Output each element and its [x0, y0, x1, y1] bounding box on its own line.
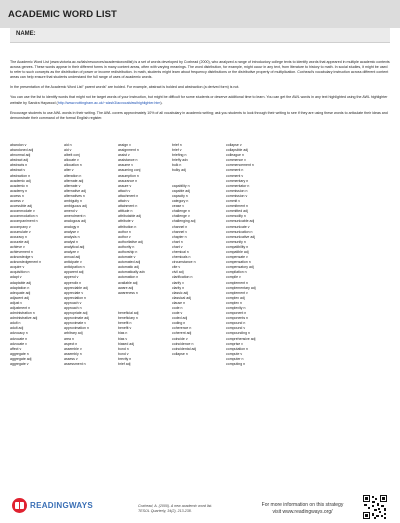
word-entry: commission n: [226, 188, 248, 193]
word-entry: adapt v: [10, 275, 22, 280]
word-entry: approach v: [64, 300, 82, 305]
qr-code-graphic: [362, 494, 388, 520]
awl-highlighter-link[interactable]: http://www.nottingham.ac.uk/~alzsh3/acvocab/awlhighlighter.htm: [57, 100, 161, 105]
word-entry: component n: [226, 311, 247, 316]
word-entry: complement v: [226, 290, 248, 295]
word-entry: computer n: [226, 356, 244, 361]
word-entry: community n: [226, 239, 246, 244]
word-entry: clarity n: [172, 285, 185, 290]
word-entry: assume v: [118, 163, 133, 168]
word-entry: adequate adj: [10, 290, 31, 295]
word-entry: abandon v: [10, 143, 27, 147]
word-entry: albeit conj: [64, 153, 80, 158]
word-entry: assumption n: [118, 173, 139, 178]
word-entry: attribute v: [118, 219, 134, 224]
word-entry: clause n: [172, 300, 186, 305]
word-entry: assist v: [118, 153, 130, 158]
word-entry: commission v: [226, 193, 248, 198]
word-entry: accessible adj: [10, 204, 32, 209]
word-entry: beneficial adj: [118, 311, 139, 316]
word-entry: authoritative adj: [118, 239, 143, 244]
word-entry: code n: [172, 306, 183, 310]
word-entry: assign v: [118, 143, 131, 147]
word-entry: adult n: [10, 321, 21, 326]
word-entry: abstract v: [10, 168, 26, 173]
word-entry: brief v: [172, 148, 182, 153]
word-entry: allocate v: [64, 158, 79, 163]
qr-code-icon: [362, 494, 388, 520]
intro-paragraph-3: [10, 95, 390, 105]
word-entry: aid n: [64, 143, 72, 147]
word-entry: challenge v: [172, 214, 190, 219]
word-entry: analyst n: [64, 239, 79, 244]
word-entry: accommodation n: [10, 214, 38, 219]
word-entry: collapsible adj: [226, 148, 248, 153]
word-entry: commence v: [226, 158, 246, 163]
word-entry: communicative adj: [226, 234, 255, 239]
word-entry: assurance n: [118, 178, 138, 183]
word-entry: abstracts n: [10, 163, 28, 168]
word-entry: aware adj: [118, 285, 134, 290]
word-entry: assembly n: [64, 351, 82, 356]
word-entry: compile v: [226, 275, 241, 280]
word-entry: complexity n: [226, 306, 246, 310]
word-entry: coincidental adj: [172, 346, 197, 351]
word-entry: components n: [226, 316, 248, 321]
word-entry: acknowledgement n: [10, 260, 42, 265]
word-entry: append v: [64, 275, 79, 280]
page-title: ACADEMIC WORD LIST: [8, 9, 117, 20]
word-entry: commodity n: [226, 214, 246, 219]
word-entry: clarify v: [172, 280, 184, 285]
word-entry: anticipate v: [64, 260, 82, 265]
word-entry: complex n: [226, 300, 242, 305]
word-entry: bulky adj: [172, 168, 186, 173]
word-entry: commitment n: [226, 204, 248, 209]
word-column-5: [226, 143, 280, 473]
word-entry: coherent adj: [172, 331, 192, 336]
word-column-4: [172, 143, 226, 473]
word-entry: attach v: [118, 188, 131, 193]
word-entry: committed adj: [226, 209, 248, 214]
word-entry: attainment n: [118, 204, 138, 209]
word-entry: capable adj: [172, 188, 190, 193]
word-entry: ambiguous adj: [64, 204, 87, 209]
word-entry: biased adj: [118, 341, 134, 346]
word-entry: computing n: [226, 362, 246, 367]
word-entry: coded adj: [172, 316, 188, 321]
word-entry: analogous adj: [64, 219, 86, 224]
word-entry: coincide v: [172, 336, 188, 341]
word-entry: comment n: [226, 168, 244, 173]
word-entry: adaptable adj: [10, 280, 32, 285]
word-entry: chemical n: [172, 249, 189, 254]
word-entry: comprehensive adj: [226, 336, 256, 341]
word-entry: collapse v: [226, 143, 242, 147]
citation-line-1: Coxhead, A. (2000). A new academic word list.: [138, 504, 213, 508]
word-entry: administration n: [10, 311, 35, 316]
word-entry: attribution n: [118, 224, 137, 229]
word-entry: assignment n: [118, 148, 139, 153]
intro-paragraph-2: In the presentation of the Academic Word List" parent words" are bolded. For example, abstract is bolded and abstraction (a derived form) is not.: [10, 85, 240, 90]
word-column-1: [10, 143, 64, 473]
word-entry: authority n: [118, 244, 135, 249]
intro-paragraph-3-start: You can use the list to identify words that might not be target words of your instruction, but might be difficult for some students or deserve additional time to learn. You can get the AWL words in any text highlighted using the AWL highlighter website by Sandra Haywood (: [10, 95, 388, 105]
intro-paragraph-1: The Academic Word List (www.victoria.ac.nz/lals/resources/academicwordlist) is a set of words developed by Coxhead (2000), who analyzed a range of introductory college texts to identify words that appeared in multiple academic contexts across genres. These words appear in their different forms in many content areas, often with varying meanings. The word distribution, for example, might occur in any text, from literature to history to math. In social studies, it might be used to refer to such concepts as the distribution of power or income redistribution. In math, students might learn about frequency distributions or the distributive property of multiplication. Coxhead’s vocabulary instruction across different content areas can help ensure that students understand the full range of uses of academic words.: [10, 60, 390, 80]
word-entry: abstraction n: [10, 173, 31, 178]
word-entry: advocate n: [10, 336, 28, 341]
word-entry: chemicals n: [172, 255, 191, 260]
word-entry: access n: [10, 193, 24, 198]
word-entry: approximate v: [64, 321, 86, 326]
word-entry: code v: [172, 311, 183, 316]
word-entry: chapter n: [172, 234, 187, 239]
more-info: [250, 502, 355, 516]
citation-line-2: TESOL Quarterly, 34(2), 213-238.: [138, 508, 192, 513]
word-entry: area n: [64, 336, 74, 341]
word-entry: analogy n: [64, 224, 80, 229]
word-entry: available adj: [118, 280, 138, 285]
word-entry: aggregate n: [10, 351, 29, 356]
word-entry: assess v: [64, 356, 78, 361]
word-entry: challenging adj: [172, 219, 196, 224]
word-entry: brevity n: [118, 356, 132, 361]
word-entry: complement n: [226, 280, 248, 285]
word-entry: briefing n: [172, 153, 187, 158]
word-entry: commentary n: [226, 178, 249, 183]
word-entry: appendix n: [64, 280, 82, 285]
word-entry: bias v: [118, 336, 128, 341]
word-entry: adjust v: [10, 300, 23, 305]
word-entry: aid v: [64, 148, 72, 153]
word-entry: complementary adj: [226, 285, 256, 290]
word-entry: achieve v: [10, 244, 25, 249]
word-entry: accompany v: [10, 224, 31, 229]
word-entry: aspect n: [64, 341, 78, 346]
word-entry: bond n: [118, 346, 129, 351]
intro-paragraph-4: Encourage students to use AWL words in their writing. The AWL covers approximately 10% of all vocabulary in academic writing; ask you students to look through their writing to see if they are using these words to articulate their ideas and demonstrate their command of the formal English register.: [10, 110, 388, 120]
word-entry: alter v: [64, 168, 74, 173]
word-entry: abstract adj: [10, 158, 29, 163]
more-info-line-2[interactable]: visit www.readingways.org/: [272, 509, 333, 515]
word-entry: approximate adj: [64, 316, 89, 321]
word-entry: academic n: [10, 183, 28, 188]
title-bar: [0, 0, 400, 28]
word-entry: accompaniment n: [10, 219, 38, 224]
word-entry: automatic adj: [118, 265, 139, 270]
word-entry: author n: [118, 229, 131, 234]
word-entry: assure v: [118, 183, 132, 188]
logo-text: READINGWAYS: [30, 501, 94, 510]
word-list: [10, 143, 390, 473]
word-entry: accuracy n: [10, 234, 27, 239]
word-entry: adult adj: [10, 326, 24, 331]
word-entry: alternatives n: [64, 193, 85, 198]
word-entry: comment v: [226, 173, 244, 178]
name-label: NAME:: [16, 31, 36, 37]
word-entry: bulk n: [172, 163, 182, 168]
intro-text: [10, 60, 390, 126]
word-entry: challenge n: [172, 209, 190, 214]
word-entry: compensatory adj: [226, 265, 254, 270]
word-entry: apparent adj: [64, 270, 84, 275]
word-entry: automatically adv: [118, 270, 146, 275]
word-entry: attain v: [118, 199, 130, 204]
word-entry: bond v: [118, 351, 129, 356]
word-entry: authorship n: [118, 249, 138, 254]
word-entry: analyse v: [64, 229, 79, 234]
more-info-line-1: For more information on this strategy: [261, 502, 344, 508]
word-entry: collapse n: [172, 351, 188, 356]
word-entry: aggregate v: [10, 362, 29, 367]
word-entry: cease v: [172, 204, 185, 209]
word-entry: benefit n: [118, 321, 132, 326]
word-entry: comprise v: [226, 341, 243, 346]
word-entry: channel v: [172, 229, 187, 234]
word-entry: compensation n: [226, 260, 251, 265]
word-entry: allocation n: [64, 163, 82, 168]
word-column-3: [118, 143, 172, 473]
word-entry: assemble v: [64, 346, 82, 351]
word-entry: alternative adj: [64, 188, 86, 193]
word-entry: compatible adj: [226, 249, 249, 254]
readingways-logo-icon: [12, 498, 27, 513]
word-entry: attributable adj: [118, 214, 141, 219]
word-column-2: [64, 143, 118, 473]
word-entry: adaptation n: [10, 285, 30, 290]
word-entry: commentator n: [226, 183, 250, 188]
word-entry: classic adj: [172, 290, 189, 295]
word-entry: affect v: [10, 346, 22, 351]
citation: [138, 504, 212, 513]
word-entry: aggregate adj: [10, 356, 32, 361]
word-entry: analysis n: [64, 234, 80, 239]
word-entry: automate v: [118, 255, 136, 260]
word-entry: automation n: [118, 275, 139, 280]
word-entry: assistance n: [118, 158, 138, 163]
word-entry: academy n: [10, 188, 28, 193]
word-entry: coherence n: [172, 326, 192, 331]
word-entry: analyze v: [64, 249, 79, 254]
word-entry: communicable adj: [226, 219, 255, 224]
word-entry: coincidence n: [172, 341, 194, 346]
word-entry: communicate v: [226, 224, 250, 229]
word-entry: compatibility n: [226, 244, 249, 249]
word-entry: compensate v: [226, 255, 248, 260]
word-entry: automated adj: [118, 260, 141, 265]
word-entry: assuming conj: [118, 168, 141, 173]
word-entry: author v: [118, 234, 131, 239]
word-entry: advocacy n: [10, 331, 28, 336]
intro-paragraph-3-end: ).: [160, 100, 163, 105]
word-entry: computation n: [226, 346, 248, 351]
word-entry: administrative adj: [10, 316, 38, 321]
word-entry: academic adj: [10, 178, 31, 183]
word-entry: approach n: [64, 306, 82, 310]
word-entry: appropriate adj: [64, 311, 88, 316]
word-entry: alternate adj: [64, 178, 84, 183]
word-entry: clarification n: [172, 275, 193, 280]
word-entry: amendment n: [64, 214, 86, 219]
word-entry: appreciable adj: [64, 285, 88, 290]
word-entry: access v: [10, 199, 24, 204]
word-entry: appreciation n: [64, 295, 86, 300]
word-entry: classical adj: [172, 295, 191, 300]
word-entry: beneficiary n: [118, 316, 138, 321]
word-entry: compound n: [226, 321, 246, 326]
word-entry: brief adj: [118, 362, 131, 367]
word-entry: abnormal adj: [10, 153, 31, 158]
word-entry: appreciate v: [64, 290, 84, 295]
word-entry: abandoned adj: [10, 148, 34, 153]
word-entry: attitude n: [118, 209, 133, 214]
word-entry: category n: [172, 199, 189, 204]
word-entry: chart v: [172, 244, 183, 249]
word-entry: accumulate v: [10, 229, 31, 234]
word-entry: awareness n: [118, 290, 138, 295]
footer: [0, 490, 400, 523]
word-entry: annual adj: [64, 255, 81, 260]
word-entry: anticipation n: [64, 265, 85, 270]
word-entry: adjacent adj: [10, 295, 29, 300]
word-entry: communication n: [226, 229, 253, 234]
readingways-logo: [12, 498, 93, 513]
word-entry: amend v: [64, 209, 78, 214]
word-entry: alternate v: [64, 183, 81, 188]
word-entry: adjustment n: [10, 306, 31, 310]
word-entry: acknowledge v: [10, 255, 34, 260]
word-entry: alteration n: [64, 173, 82, 178]
word-entry: arbitrary adj: [64, 331, 83, 336]
word-entry: assessment n: [64, 362, 86, 367]
word-entry: capability n: [172, 183, 190, 188]
word-entry: briefly adv: [172, 158, 188, 163]
word-entry: acquire v: [10, 265, 25, 270]
word-entry: approximation n: [64, 326, 89, 331]
word-entry: chart n: [172, 239, 183, 244]
word-entry: compute v: [226, 351, 243, 356]
word-entry: compilation n: [226, 270, 247, 275]
word-entry: commit v: [226, 199, 240, 204]
word-entry: civil adj: [172, 270, 184, 275]
word-entry: analytical adj: [64, 244, 85, 249]
word-entry: benefit v: [118, 326, 132, 331]
word-entry: complex adj: [226, 295, 245, 300]
word-entry: advocate v: [10, 341, 27, 346]
word-entry: compound v: [226, 326, 246, 331]
word-entry: accommodate v: [10, 209, 35, 214]
word-entry: coding n: [172, 321, 186, 326]
word-entry: compounding n: [226, 331, 250, 336]
word-entry: accurate adj: [10, 239, 30, 244]
word-entry: brief n: [172, 143, 182, 147]
name-field[interactable]: [10, 28, 390, 43]
word-entry: attachment n: [118, 193, 139, 198]
word-entry: achievement n: [10, 249, 33, 254]
word-entry: colleague n: [226, 153, 244, 158]
word-entry: ambiguity n: [64, 199, 82, 204]
word-entry: capacity n: [172, 193, 188, 198]
word-entry: circumstance n: [172, 260, 196, 265]
word-entry: bias n: [118, 331, 128, 336]
word-entry: cite v: [172, 265, 181, 270]
word-entry: acquisition n: [10, 270, 30, 275]
word-entry: commencement n: [226, 163, 254, 168]
word-entry: channel n: [172, 224, 188, 229]
